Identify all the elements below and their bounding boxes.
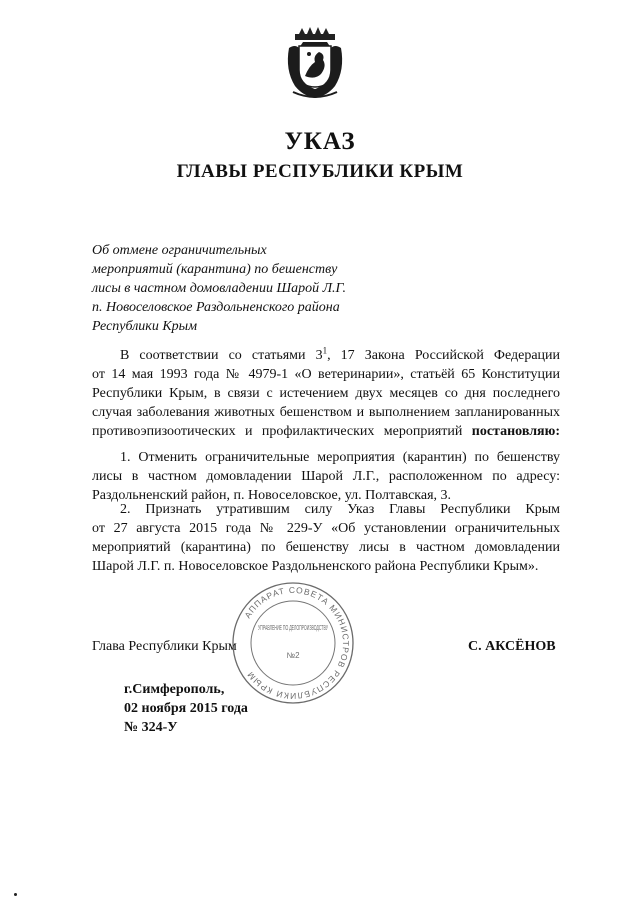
scan-dot bbox=[14, 893, 17, 896]
subject-line: Республики Крым bbox=[92, 319, 198, 334]
item-line: 1. Отменить ограничительные мероприятия (карантин) по бешенству bbox=[120, 450, 560, 465]
signature-name: С. АКСЁНОВ bbox=[468, 639, 556, 654]
preamble-text: , 17 Закона Российской Федерации bbox=[327, 348, 561, 363]
preamble-line: Республики Крым, в связи с истечением двух месяцев со дня последнего bbox=[92, 386, 560, 401]
decree-subtitle: ГЛАВЫ РЕСПУБЛИКИ КРЫМ bbox=[176, 161, 464, 182]
subject-line: п. Новоселовское Раздольненского района bbox=[92, 300, 340, 315]
preamble-text: противоэпизоотических и профилактических мероприятий bbox=[92, 424, 463, 439]
item-line: Шарой Л.Г. п. Новоселовское Раздольненского района Республики Крым». bbox=[92, 559, 539, 574]
subject-line: мероприятий (карантина) по бешенству bbox=[92, 262, 338, 277]
preamble-line: от 14 мая 1993 года № 4979-1 «О ветеринарии», статьёй 65 Конституции bbox=[92, 367, 560, 382]
item-2-paragraph bbox=[92, 500, 560, 576]
item-line: 2. Признать утратившим силу Указ Главы Республики Крым bbox=[120, 502, 560, 517]
item-1-paragraph bbox=[92, 448, 560, 505]
subject-line: Об отмене ограничительных bbox=[92, 243, 267, 258]
item-line: от 27 августа 2015 года № 229-У «Об установлении ограничительных bbox=[92, 521, 560, 536]
stamp-number: №2 bbox=[286, 651, 300, 660]
decree-date: 02 ноября 2015 года bbox=[124, 701, 248, 716]
decree-number: № 324-У bbox=[124, 720, 178, 735]
stamp-outer-text: АППАРАТ СОВЕТА МИНИСТРОВ РЕСПУБЛИКИ КРЫМ bbox=[242, 584, 352, 702]
decree-title: УКАЗ bbox=[284, 128, 356, 155]
subject-line: лисы в частном домовладении Шарой Л.Г. bbox=[92, 281, 346, 296]
decree-word: постановляю: bbox=[471, 424, 560, 439]
item-line: лисы в частном домовладении Шарой Л.Г., расположенном по адресу: bbox=[92, 469, 560, 484]
signature-position: Глава Республики Крым bbox=[92, 639, 237, 654]
preamble-text: В соответствии со статьями 3 bbox=[120, 348, 323, 363]
city: г.Симферополь, bbox=[124, 682, 225, 697]
preamble-paragraph bbox=[92, 346, 560, 441]
stamp-inner-text: УПРАВЛЕНИЕ ПО ДЕЛОПРОИЗВОДСТВУ bbox=[258, 625, 329, 632]
coat-of-arms-emblem bbox=[285, 26, 345, 100]
superscript: 1 bbox=[322, 345, 328, 356]
item-line: Раздольненский район, п. Новоселовское, ул. Полтавская, 3. bbox=[92, 488, 452, 503]
preamble-line bbox=[92, 422, 560, 441]
item-line: мероприятий (карантина) по бешенству лисы в частном домовладении bbox=[92, 540, 560, 555]
official-stamp bbox=[228, 578, 358, 708]
preamble-line: случая заболевания животных бешенством и выполнением запланированных bbox=[92, 405, 560, 420]
decree-subject bbox=[92, 241, 392, 336]
preamble-line bbox=[92, 346, 560, 365]
